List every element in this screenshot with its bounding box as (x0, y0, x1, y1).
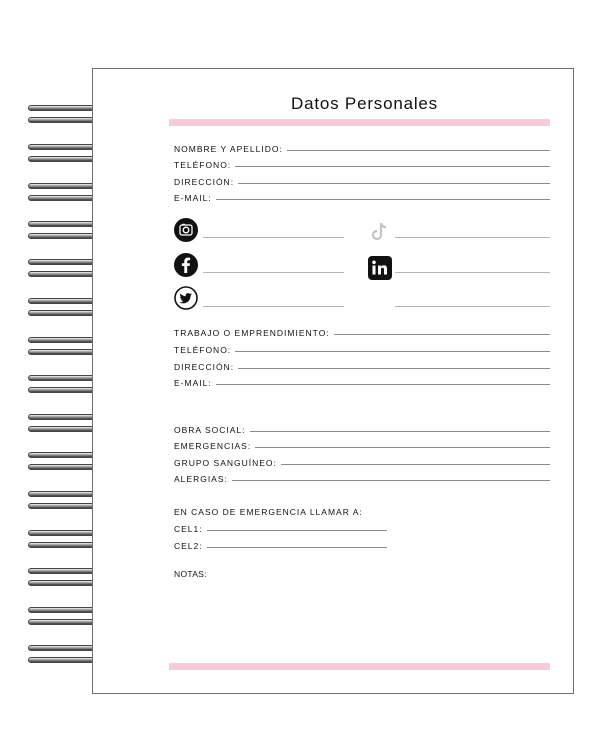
top-pink-bar (169, 119, 550, 126)
work-line[interactable] (334, 334, 550, 335)
work-email-field[interactable] (174, 374, 550, 388)
insurance-label: OBRA SOCIAL: (174, 425, 246, 435)
extra-social-line[interactable] (395, 306, 550, 307)
work-phone-field[interactable] (174, 341, 550, 355)
facebook-icon (174, 253, 198, 277)
work-label: TRABAJO O EMPRENDIMIENTO: (174, 328, 330, 338)
address-field[interactable] (174, 173, 550, 187)
work-field[interactable] (174, 324, 550, 338)
blood-type-field[interactable] (174, 454, 550, 468)
bottom-pink-bar (169, 663, 550, 670)
work-phone-label: TELÉFONO: (174, 345, 232, 355)
linkedin-icon (368, 256, 392, 280)
insurance-line[interactable] (250, 431, 550, 432)
cel1-label: CEL1: (174, 524, 203, 534)
work-address-field[interactable] (174, 358, 550, 372)
tiktok-icon (368, 220, 392, 244)
notes-row[interactable] (174, 565, 550, 579)
emergencies-field[interactable] (174, 437, 550, 451)
work-phone-line[interactable] (235, 351, 550, 352)
cel1-field[interactable] (174, 520, 387, 534)
phone-line[interactable] (235, 166, 550, 167)
name-line[interactable] (287, 150, 550, 151)
blood-type-label: GRUPO SANGUÍNEO: (174, 458, 277, 468)
address-label: DIRECCIÓN: (174, 177, 235, 187)
work-address-line[interactable] (238, 368, 550, 369)
blood-type-line[interactable] (281, 464, 550, 465)
email-field[interactable] (174, 189, 550, 203)
name-field[interactable] (174, 140, 550, 154)
address-line[interactable] (238, 183, 550, 184)
twitter-icon (174, 286, 198, 310)
allergies-field[interactable] (174, 470, 550, 484)
insurance-field[interactable] (174, 421, 550, 435)
emergency-heading-row (174, 503, 550, 517)
linkedin-line[interactable] (395, 272, 550, 273)
instagram-line[interactable] (203, 237, 344, 238)
email-label: E-MAIL: (174, 193, 212, 203)
work-email-label: E-MAIL: (174, 378, 212, 388)
cel2-label: CEL2: (174, 541, 203, 551)
allergies-line[interactable] (232, 480, 550, 481)
cel2-field[interactable] (174, 537, 387, 551)
twitter-line[interactable] (203, 306, 344, 307)
emergency-heading: EN CASO DE EMERGENCIA LLAMAR A: (174, 507, 363, 517)
emergencies-line[interactable] (255, 447, 550, 448)
allergies-label: ALERGIAS: (174, 474, 228, 484)
phone-label: TELÉFONO: (174, 160, 232, 170)
cel1-line[interactable] (207, 530, 387, 531)
name-label: NOMBRE Y APELLIDO: (174, 144, 283, 154)
notes-label: NOTAS: (174, 569, 207, 579)
tiktok-line[interactable] (395, 237, 550, 238)
page-title: Datos Personales (291, 94, 438, 113)
work-email-line[interactable] (216, 384, 550, 385)
cel2-line[interactable] (207, 547, 387, 548)
instagram-icon (174, 218, 198, 242)
facebook-line[interactable] (203, 272, 344, 273)
email-line[interactable] (216, 199, 550, 200)
work-address-label: DIRECCIÓN: (174, 362, 235, 372)
emergencies-label: EMERGENCIAS: (174, 441, 252, 451)
phone-field[interactable] (174, 156, 550, 170)
